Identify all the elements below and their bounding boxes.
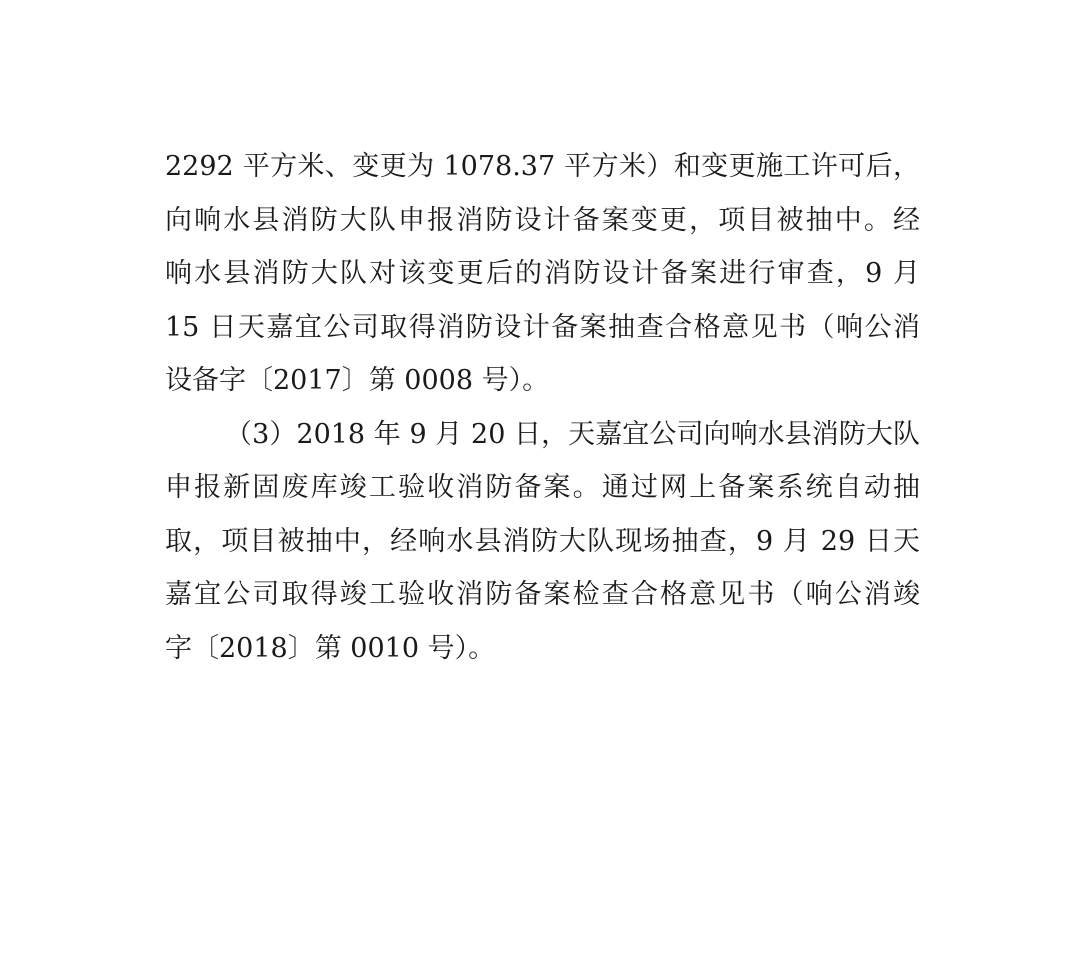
text-line: 响水县消防大队对该变更后的消防设计备案进行审查，9 月 (165, 258, 920, 289)
body-text (165, 140, 920, 675)
text-line: 嘉宜公司取得竣工验收消防备案检查合格意见书（响公消竣 (165, 579, 920, 610)
text-line: 向响水县消防大队申报消防设计备案变更，项目被抽中。经 (165, 204, 920, 236)
text-line: 2292 平方米、变更为 1078.37 平方米）和变更施工许可后， (165, 151, 920, 182)
text-line: 取，项目被抽中，经响水县消防大队现场抽查，9 月 29 日天 (165, 525, 920, 557)
text-line: 字〔2018〕第 0010 号）。 (165, 632, 496, 664)
text-line: 申报新固废库竣工验收消防备案。通过网上备案系统自动抽 (165, 472, 920, 503)
paragraph-3-first-line: （3）2018 年 9 月 20 日，天嘉宜公司向响水县消防大队 (225, 418, 920, 450)
text-line: 设备字〔2017〕第 0008 号）。 (165, 365, 550, 396)
text-line: 15 日天嘉宜公司取得消防设计备案抽查合格意见书（响公消 (165, 311, 920, 343)
